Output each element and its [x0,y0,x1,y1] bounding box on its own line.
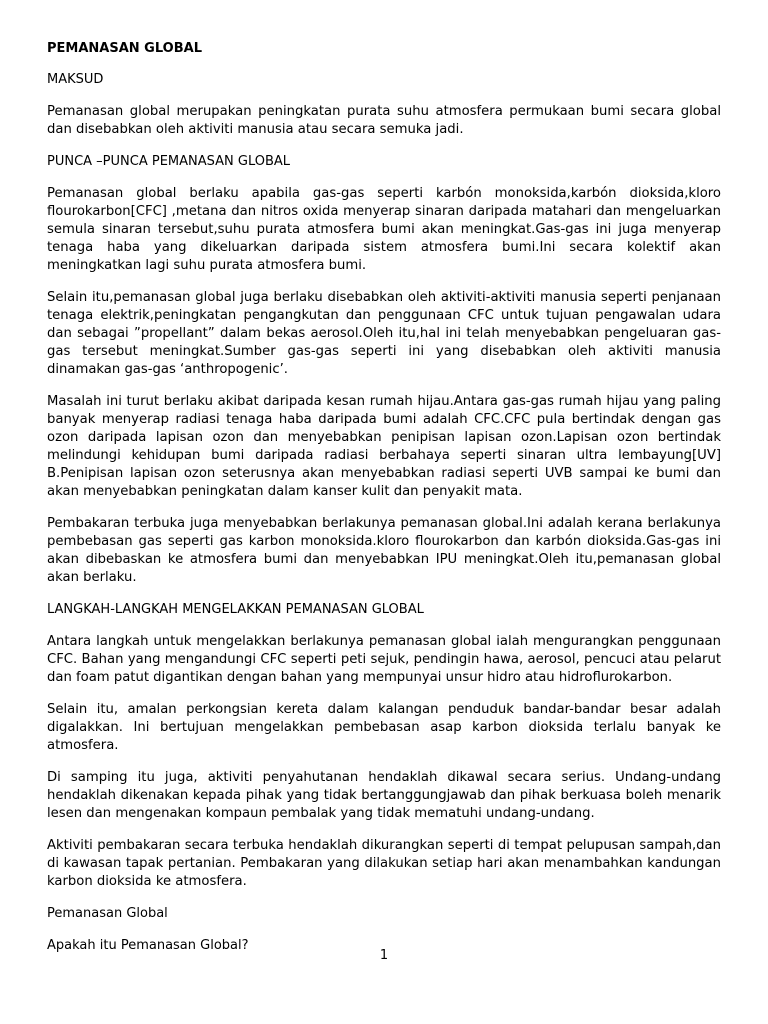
paragraph: Masalah ini turut berlaku akibat daripada kesan rumah hijau.Antara gas-gas rumah hijau yang paling banyak menyerap radiasi tenaga haba daripada bumi adalah CFC.CFC pula bertindak dengan gas ozon daripada lapisan ozon dan menyebabkan penipisan lapisan ozon.Lapisan ozon bertindak melindungi kehidupan bumi daripada radiasi berbahaya seperti sinaran ultra lembayung[UV] B.Penipisan lapisan ozon seterusnya akan menyebabkan radiasi seperti UVB sampai ke bumi dan akan menyebabkan peningkatan dalam kanser kulit dan penyakit mata. [47,394,721,499]
document-title: PEMANASAN GLOBAL [47,41,202,56]
paragraph: Pembakaran terbuka juga menyebabkan berlakunya pemanasan global.Ini adalah kerana berlakunya pembebasan gas seperti gas karbon monoksida.kloro flourokarbon dan karbón dioksida.Gas-gas ini akan dibebaskan ke atmosfera bumi dan menyebabkan IPU meningkat.Oleh itu,pemanasan global akan berlaku. [47,516,721,585]
section-heading-punca: PUNCA –PUNCA PEMANASAN GLOBAL [47,154,291,169]
section-heading-langkah: LANGKAH-LANGKAH MENGELAKKAN PEMANASAN GLOBAL [47,602,424,617]
document-page [47,40,721,969]
page-number: 1 [379,948,389,963]
paragraph: Aktiviti pembakaran secara terbuka hendaklah dikurangkan seperti di tempat pelupusan sampah,dan di kawasan tapak pertanian. Pembakaran yang dilakukan setiap hari akan menambahkan kandungan karbon dioksida ke atmosfera. [47,838,721,889]
section-heading-maksud: MAKSUD [47,72,104,87]
paragraph: Pemanasan global merupakan peningkatan purata suhu atmosfera permukaan bumi secara global dan disebabkan oleh aktiviti manusia atau secara semuka jadi. [47,104,721,137]
paragraph: Pemanasan global berlaku apabila gas-gas seperti karbón monoksida,karbón dioksida,kloro flourokarbon[CFC] ,metana dan nitros oxida menyerap sinaran daripada matahari dan mengeluarkan semula sinaran tersebut,suhu purata atmosfera bumi akan meningkat.Gas-gas ini juga menyerap tenaga haba yang dikeluarkan daripada sistem atmosfera bumi.Ini secara kolektif akan meningkatkan lagi suhu purata atmosfera bumi. [47,186,721,273]
paragraph: Selain itu, amalan perkongsian kereta dalam kalangan penduduk bandar-bandar besar adalah digalakkan. Ini bertujuan mengelakkan pembebasan asap karbon dioksida terlalu banyak ke atmosfera. [47,702,721,753]
section-heading-apakah: Apakah itu Pemanasan Global? [47,938,249,953]
paragraph: Selain itu,pemanasan global juga berlaku disebabkan oleh aktiviti-aktiviti manusia seperti penjanaan tenaga elektrik,peningkatan pengangkutan dan penggunaan CFC untuk tujuan pengawalan udara dan sebagai ”propellant” dalam bekas aerosol.Oleh itu,hal ini telah menyebabkan pengeluaran gas-gas tersebut meningkat.Sumber gas-gas seperti ini yang disebabkan oleh aktiviti manusia dinamakan gas-gas ‘anthropogenic’. [47,290,721,377]
section-heading-pemanasan-global: Pemanasan Global [47,906,168,921]
paragraph: Antara langkah untuk mengelakkan berlakunya pemanasan global ialah mengurangkan penggunaan CFC. Bahan yang mengandungi CFC seperti peti sejuk, pendingin hawa, aerosol, pencuci atau pelarut dan foam patut digantikan dengan bahan yang mempunyai unsur hidro atau hidroflurokarbon. [47,634,721,685]
paragraph: Di samping itu juga, aktiviti penyahutanan hendaklah dikawal secara serius. Undang-undang hendaklah dikenakan kepada pihak yang tidak bertanggungjawab dan pihak berkuasa boleh menarik lesen dan mengenakan kompaun pembalak yang tidak mematuhi undang-undang. [47,770,721,821]
